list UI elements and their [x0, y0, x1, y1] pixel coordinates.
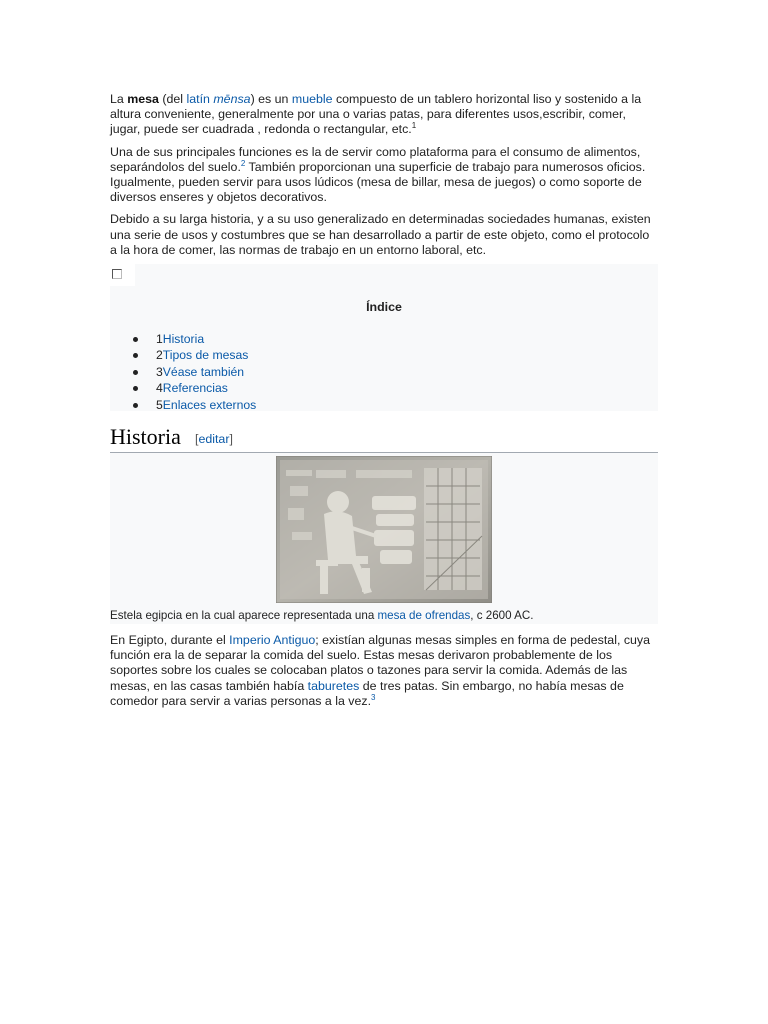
text: ; existían algunas mesas simples en forma de pedestal, cuya función era la de separar la comida del suelo. Estas mesas derivaron probablemente de los soportes sobre los cuales se colocaban platos o tazones para servir la comida. Además de las mesas, en las casas también había — [110, 633, 651, 693]
toc-link-tipos[interactable]: Tipos de mesas — [162, 348, 249, 363]
text: de tres patas. Sin embargo, no había mesas de comedor para servir a varias personas a la vez. — [110, 678, 624, 708]
toc-item — [110, 397, 256, 413]
bracket: ] — [229, 432, 233, 447]
toc-list — [110, 331, 256, 413]
toc-link-vease[interactable]: Véase también — [162, 364, 245, 379]
text: En Egipto, durante el — [110, 633, 230, 648]
intro-paragraph-1 — [110, 92, 658, 138]
text: ) es un — [250, 92, 292, 106]
text: Una de sus principales funciones es la de servir como plataforma para el consumo de alimentos, separándolos del suelo. — [110, 144, 641, 174]
intro-paragraph-2 — [110, 145, 658, 206]
reference-2[interactable]: 2 — [240, 158, 246, 168]
link-mensa[interactable] — [213, 92, 250, 106]
toc-toggle-checkbox[interactable] — [112, 269, 122, 279]
toc-item-number: 2 — [156, 348, 163, 363]
edit-section — [195, 432, 233, 446]
toc-link-referencias[interactable]: Referencias — [162, 381, 228, 396]
text: La — [110, 92, 128, 106]
figure-thumbnail — [110, 453, 658, 624]
edit-section-link[interactable]: editar — [198, 432, 230, 447]
text: Estela egipcia en la cual aparece representada una — [110, 609, 378, 623]
toc-item-number: 5 — [156, 397, 163, 412]
toc-item — [110, 347, 256, 363]
toc-item — [110, 380, 256, 396]
toc-item-number: 4 — [156, 381, 163, 396]
text: compuesto de un tablero horizontal liso y sostenido a la altura conveniente, generalmente por una o varias patas, para diferentes usos,escribir, comer, jugar, puede ser cuadrada , redonda o rectangular, etc. — [110, 92, 642, 137]
intro-paragraph-3: Debido a su larga historia, y a su uso generalizado en determinadas sociedades humanas, existen una serie de usos y costumbres que se han desarrollado a partir de este objeto, como el protocolo a la hora de comer, las normas de trabajo en un entorno laboral, etc. — [110, 212, 651, 257]
toc-toggle-area — [110, 264, 135, 286]
italic-link-text: mēnsa — [213, 92, 251, 106]
history-paragraph — [110, 633, 658, 709]
toc-item — [110, 364, 256, 380]
toc-title: Índice — [366, 300, 402, 315]
bracket: [ — [195, 432, 199, 447]
toc-item-number: 1 — [156, 332, 163, 347]
article-content — [110, 92, 658, 709]
link-latin[interactable]: latín — [186, 92, 210, 106]
text: También proporcionan una superficie de trabajo para numerosos oficios. Igualmente, pueden servir para usos lúdicos (mesa de billar, mesa de juegos) o como soporte de diversos enseres y objetos decorativos. — [110, 159, 646, 205]
text: , c 2600 AC. — [470, 609, 534, 623]
section-heading-historia — [110, 425, 658, 453]
toc-item-number: 3 — [156, 364, 163, 379]
reference-1[interactable]: 1 — [411, 121, 417, 131]
toc-link-enlaces[interactable]: Enlaces externos — [162, 397, 257, 412]
egyptian-stela-image[interactable] — [276, 456, 492, 603]
link-mueble[interactable]: mueble — [291, 92, 333, 106]
reference-3[interactable]: 3 — [371, 692, 376, 702]
table-of-contents — [110, 264, 658, 411]
link-imperio-antiguo[interactable]: Imperio Antiguo — [229, 633, 316, 648]
toc-item — [110, 331, 256, 347]
link-taburetes[interactable]: taburetes — [307, 678, 360, 693]
figure-caption — [110, 609, 533, 623]
term-bold: mesa — [127, 92, 159, 106]
section-title: Historia — [110, 424, 181, 450]
link-mesa-de-ofrendas[interactable]: mesa de ofrendas — [377, 609, 471, 623]
toc-link-historia[interactable]: Historia — [162, 332, 205, 347]
text: (del — [158, 92, 187, 106]
